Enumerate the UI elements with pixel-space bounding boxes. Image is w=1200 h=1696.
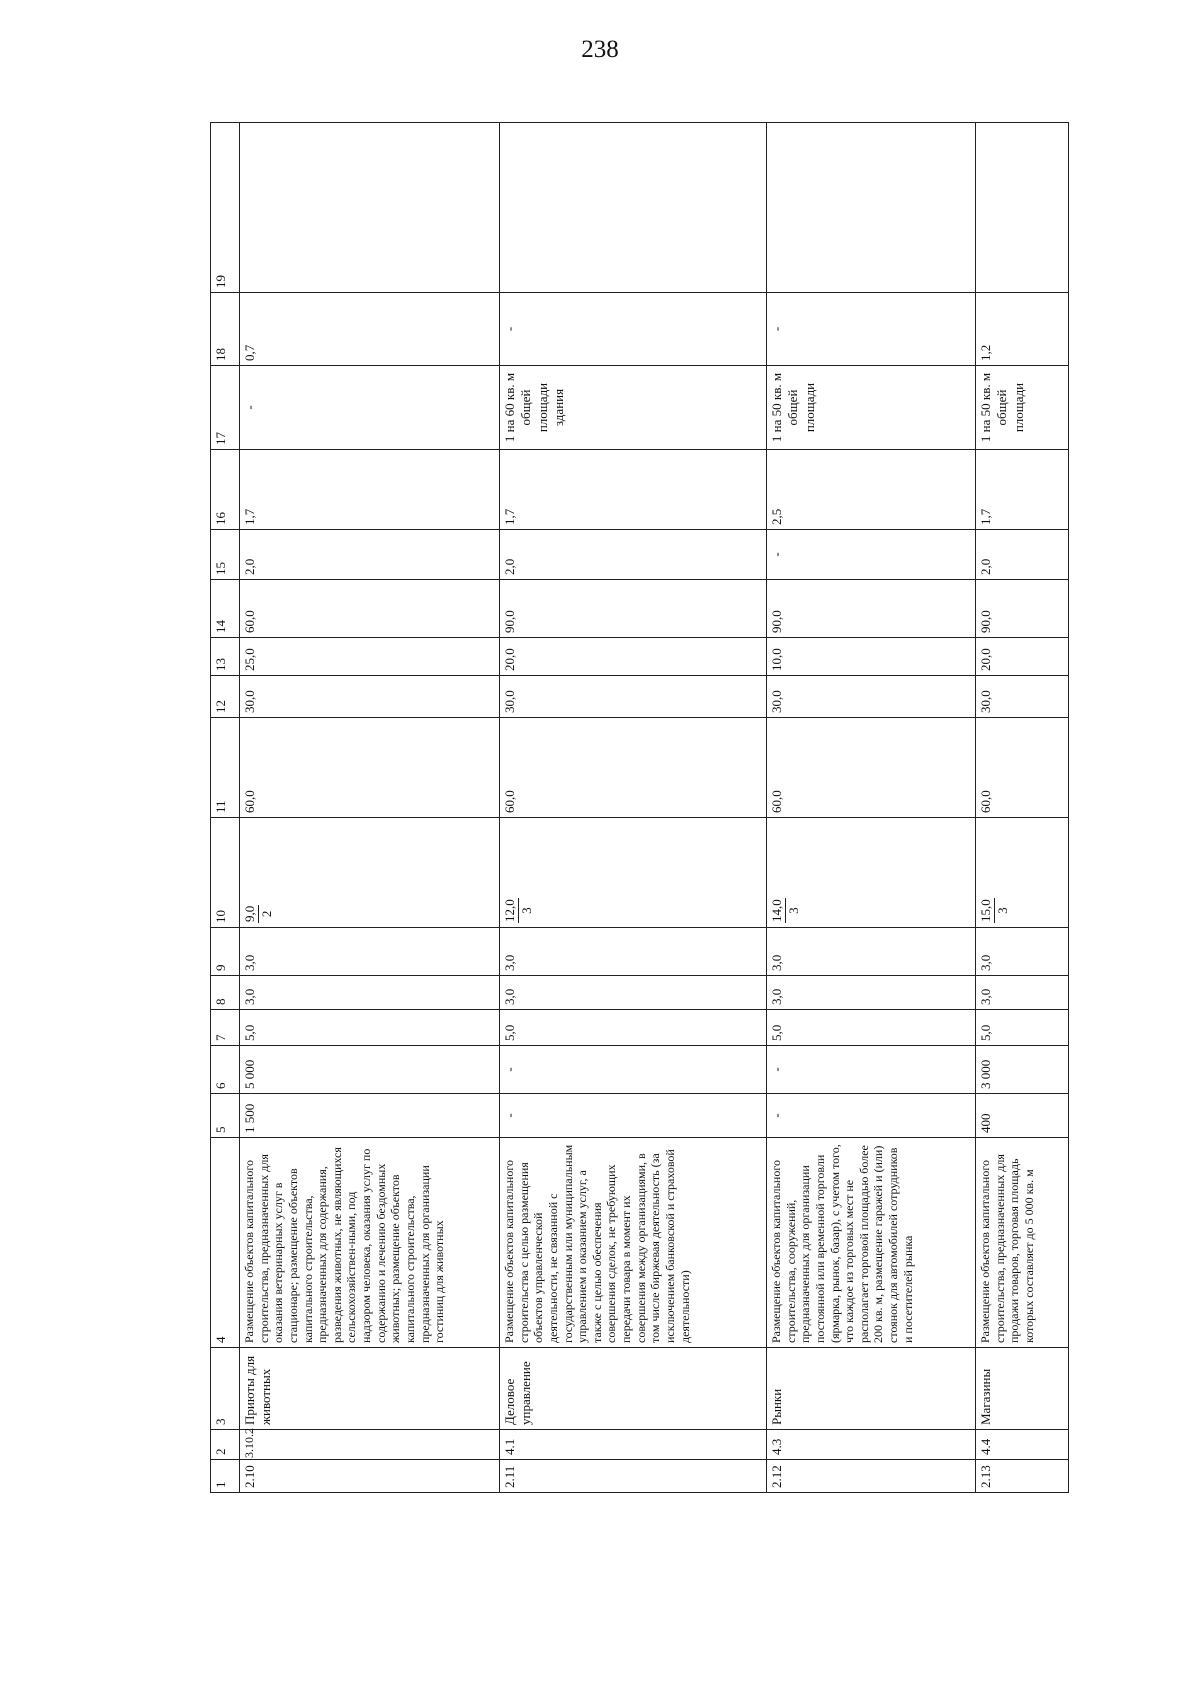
col-header: 1 (211, 1460, 240, 1493)
col-header: 2 (211, 1430, 240, 1460)
col-header: 7 (211, 1010, 240, 1046)
cell: 2,0 (976, 530, 1069, 580)
cell: 5,0 (500, 1010, 767, 1046)
cell: 3 000 (976, 1046, 1069, 1094)
rotated-table-wrapper (210, 143, 1052, 1493)
cell: - (500, 1094, 767, 1138)
col-header: 16 (211, 450, 240, 530)
use-name: Рынки (767, 1348, 976, 1430)
col-header: 11 (211, 718, 240, 818)
row-number: 2.11 (500, 1460, 767, 1493)
page-number: 238 (581, 36, 619, 63)
cell: 3,0 (976, 928, 1069, 976)
col-header: 3 (211, 1348, 240, 1430)
fraction-numerator: 15,0 (978, 898, 995, 923)
cell: 3,0 (767, 928, 976, 976)
cell (767, 123, 976, 293)
cell: 2,0 (500, 530, 767, 580)
table-row (976, 123, 1069, 1493)
fraction-cell (240, 818, 500, 928)
col-header: 4 (211, 1138, 240, 1348)
cell: 25,0 (240, 638, 500, 676)
cell: - (767, 530, 976, 580)
cell (240, 123, 500, 293)
fraction (978, 898, 1012, 923)
cell: 90,0 (976, 580, 1069, 638)
cell: 30,0 (976, 676, 1069, 718)
use-name: Магазины (976, 1348, 1069, 1430)
col-header: 13 (211, 638, 240, 676)
col-header: 8 (211, 976, 240, 1010)
cell: 3,0 (240, 928, 500, 976)
fraction-denominator: 3 (519, 907, 535, 914)
fraction-numerator: 12,0 (502, 898, 519, 923)
fraction (502, 898, 536, 923)
cell: 60,0 (767, 718, 976, 818)
col-header: 5 (211, 1094, 240, 1138)
col-header: 18 (211, 293, 240, 366)
cell: - (767, 1094, 976, 1138)
fraction-cell (500, 818, 767, 928)
cell: 3,0 (240, 976, 500, 1010)
row-number: 2.10 (240, 1460, 500, 1493)
fraction-denominator: 2 (259, 910, 275, 918)
col-header: 17 (211, 366, 240, 450)
cell (500, 123, 767, 293)
cell: 1,7 (976, 450, 1069, 530)
col-header: 6 (211, 1046, 240, 1094)
table-row (240, 123, 500, 1493)
col-header: 15 (211, 530, 240, 580)
cell: 2,0 (240, 530, 500, 580)
cell: - (767, 293, 976, 366)
cell: 5,0 (767, 1010, 976, 1046)
cell: 2,5 (767, 450, 976, 530)
cell: 5,0 (976, 1010, 1069, 1046)
fraction (769, 898, 803, 923)
cell: 1,7 (500, 450, 767, 530)
cell: 400 (976, 1094, 1069, 1138)
use-code: 3.10.2 (240, 1430, 500, 1460)
use-name: Деловое управление (500, 1348, 767, 1430)
col-header: 12 (211, 676, 240, 718)
fraction-cell (767, 818, 976, 928)
use-code: 4.4 (976, 1430, 1069, 1460)
cell: 3,0 (976, 976, 1069, 1010)
table-row (767, 123, 976, 1493)
zoning-regulations-table (210, 122, 1069, 1493)
col-header: 9 (211, 928, 240, 976)
fraction-denominator: 3 (995, 907, 1011, 914)
cell: 3,0 (500, 976, 767, 1010)
cell: 10,0 (767, 638, 976, 676)
cell: 3,0 (500, 928, 767, 976)
cell: 30,0 (240, 676, 500, 718)
fraction-numerator: 14,0 (769, 898, 786, 923)
cell: 60,0 (976, 718, 1069, 818)
cell: 5,0 (240, 1010, 500, 1046)
use-code: 4.3 (767, 1430, 976, 1460)
cell: 60,0 (240, 580, 500, 638)
col-header: 14 (211, 580, 240, 638)
fraction-numerator: 9,0 (242, 905, 259, 923)
cell: 90,0 (500, 580, 767, 638)
use-description: Размещение объектов капитального строительства, сооружений, предназначенных для организации постоянной или временной торговли (ярмарка, рынок, базар), с учетом того, что каждое из торговых мест не располагает торговой площадью более 200 кв. м, размещение гаражей и (или) стоянок для автомобилей сотрудников и посетителей рынка (767, 1138, 976, 1348)
cell: 1,2 (976, 293, 1069, 366)
header-row (211, 123, 240, 1493)
use-description: Размещение объектов капитального строительства, предназначенных для продажи товаров, торговая площадь которых составляет до 5 000 кв. м (976, 1138, 1069, 1348)
cell: - (767, 1046, 976, 1094)
table-row (500, 123, 767, 1493)
cell: 30,0 (500, 676, 767, 718)
use-description: Размещение объектов капитального строительства с целью размещения объектов управленческой деятельности, не связанной с государственным или муниципальным управлением и оказанием услуг, а также с целью обеспечения совершения сделок, не требующих передачи товара в момент их совершения между организациями, в том числе биржевая деятельность (за исключением банковской и страховой деятельности) (500, 1138, 767, 1348)
fraction (242, 905, 276, 923)
cell: 0,7 (240, 293, 500, 366)
cell: 1 500 (240, 1094, 500, 1138)
cell: 1 на 50 кв. м общей площади (976, 366, 1069, 450)
row-number: 2.13 (976, 1460, 1069, 1493)
cell: - (240, 366, 500, 450)
row-number: 2.12 (767, 1460, 976, 1493)
cell: 20,0 (976, 638, 1069, 676)
cell: 1 на 50 кв. м общей площади (767, 366, 976, 450)
use-description: Размещение объектов капитального строительства, предназначенных для оказания ветеринарных услуг в стационаре; размещение объектов капитального строительства, предназначенных для содержания, разведения животных, не являющихся сельскохозяйствен-ными, под надзором человека, оказания услуг по содержанию и лечению бездомных животных; размещение объектов капитального строительства, предназначенных для организации гостиниц для животных (240, 1138, 500, 1348)
cell: 1 на 60 кв. м общей площади здания (500, 366, 767, 450)
use-code: 4.1 (500, 1430, 767, 1460)
cell: 3,0 (767, 976, 976, 1010)
cell: 30,0 (767, 676, 976, 718)
cell: 20,0 (500, 638, 767, 676)
col-header: 19 (211, 123, 240, 293)
col-header: 10 (211, 818, 240, 928)
fraction-denominator: 3 (786, 907, 802, 914)
cell: - (500, 1046, 767, 1094)
cell: 5 000 (240, 1046, 500, 1094)
use-name: Приюты для животных (240, 1348, 500, 1430)
cell (976, 123, 1069, 293)
cell: 60,0 (240, 718, 500, 818)
cell: - (500, 293, 767, 366)
fraction-cell (976, 818, 1069, 928)
cell: 1,7 (240, 450, 500, 530)
cell: 60,0 (500, 718, 767, 818)
cell: 90,0 (767, 580, 976, 638)
